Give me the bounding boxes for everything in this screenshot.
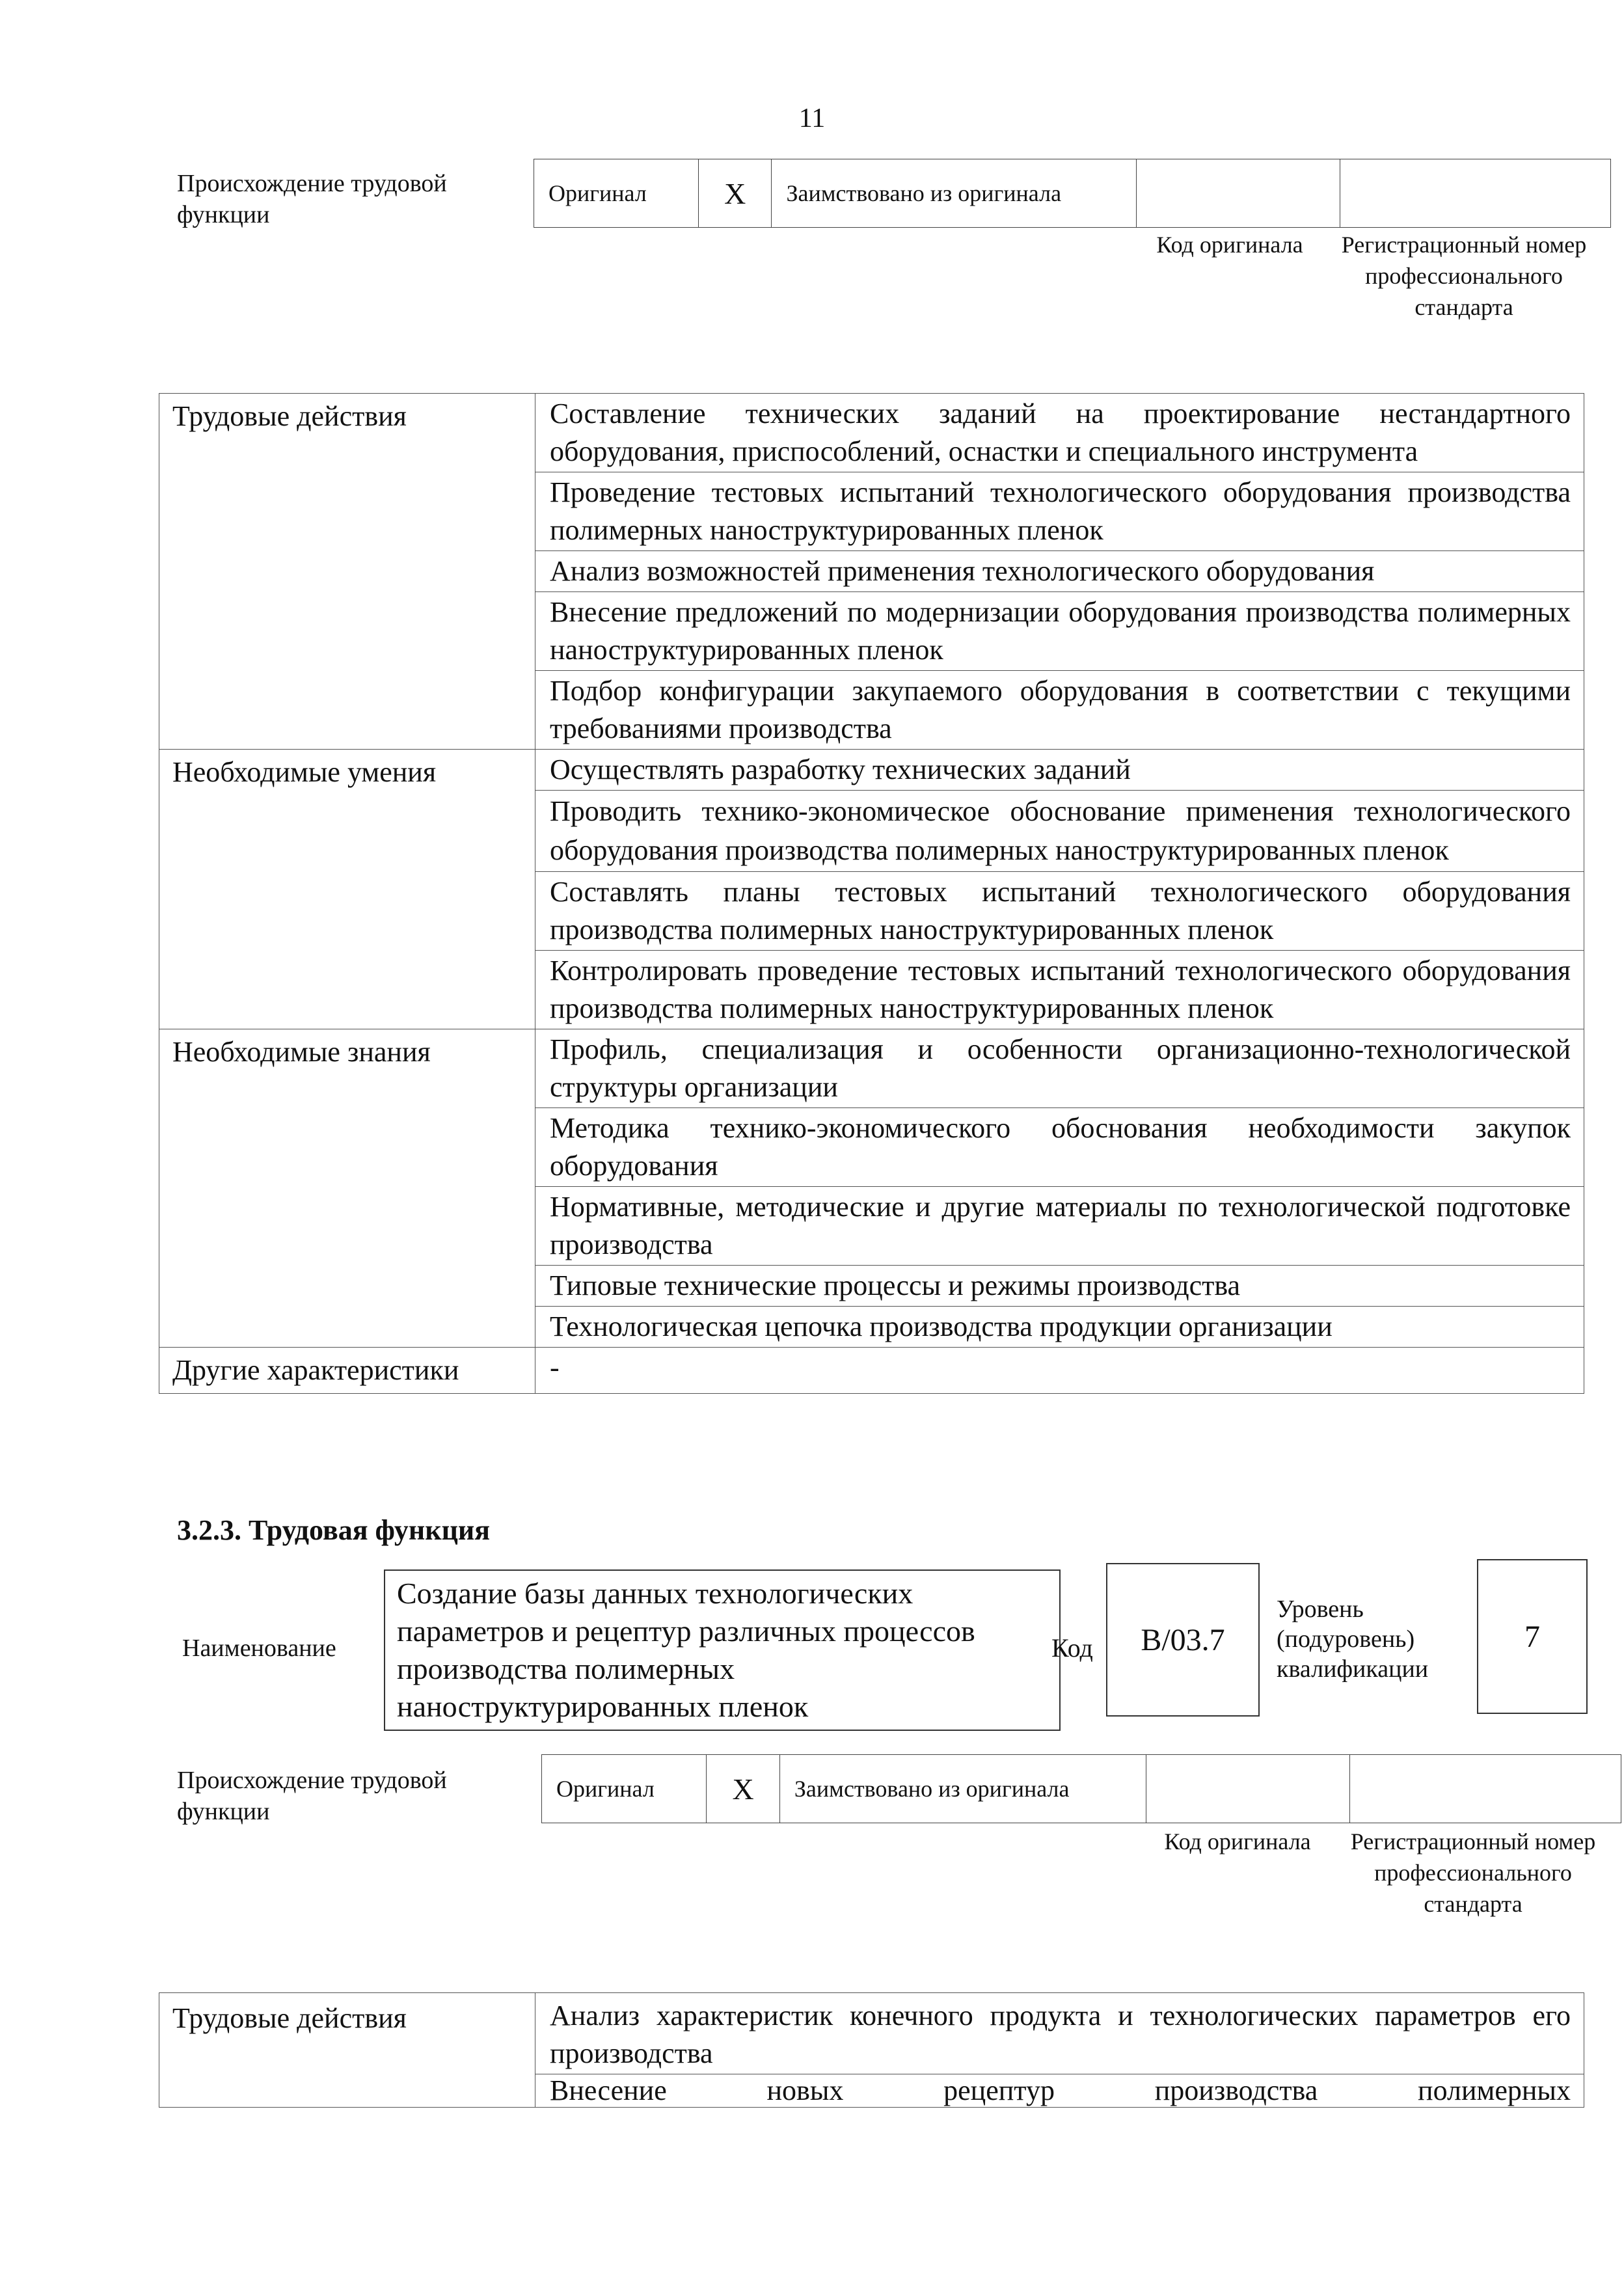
skills-label: Необходимые умения xyxy=(159,750,535,1029)
code-value: B/03.7 xyxy=(1106,1563,1260,1717)
code-label: Код xyxy=(1051,1633,1093,1663)
origin-original: Оригинал xyxy=(534,159,699,228)
knowledge-item: Типовые технические процессы и режимы производства xyxy=(535,1266,1584,1307)
knowledge-item: Технологическая цепочка производства продукции организации xyxy=(535,1307,1584,1348)
action-item: Внесение предложений по модернизации оборудования производства полимерных наноструктурированных пленок xyxy=(535,592,1584,671)
origin-reg-cell xyxy=(1350,1755,1621,1823)
section-heading: 3.2.3. Трудовая функция xyxy=(177,1514,491,1546)
origin-borrowed: Заимствовано из оригинала xyxy=(779,1755,1146,1823)
function-name: Создание базы данных технологических параметров и рецептур различных процессов производства полимерных наноструктурированных пленок xyxy=(384,1569,1061,1731)
main-table-1 xyxy=(159,393,1584,1394)
origin-label: Происхождение трудовой функции xyxy=(177,1767,447,1825)
origin-code-cell xyxy=(1146,1755,1350,1823)
origin-table xyxy=(534,159,1611,228)
action-item: Анализ возможностей применения технологического оборудования xyxy=(535,551,1584,592)
knowledge-item: Нормативные, методические и другие материалы по технологической подготовке производства xyxy=(535,1187,1584,1266)
origin-code-cell xyxy=(1137,159,1340,228)
action-item-text: Внесение новых рецептур производства полимерных xyxy=(550,2074,1571,2106)
skill-item: Составлять планы тестовых испытаний технологического оборудования производства полимерных наноструктурированных пленок xyxy=(535,872,1584,951)
knowledge-item: Профиль, специализация и особенности организационно-технологической структуры организации xyxy=(535,1029,1584,1108)
skill-item: Осуществлять разработку технических заданий xyxy=(535,750,1584,791)
action-item: Составление технических заданий на проектирование нестандартного оборудования, приспособлений, оснастки и специального инструмента xyxy=(535,394,1584,472)
actions-label: Трудовые действия xyxy=(159,1993,535,2108)
action-item: Анализ характеристик конечного продукта и технологических параметров его производства xyxy=(535,1993,1584,2074)
page-number: 11 xyxy=(798,103,826,133)
reg-caption: Регистрационный номер профессионального стандарта xyxy=(1341,232,1587,320)
main-table-2 xyxy=(159,1992,1584,2108)
origin-reg-cell xyxy=(1340,159,1610,228)
level-value: 7 xyxy=(1477,1559,1588,1714)
origin-table xyxy=(541,1754,1621,1823)
origin-mark: X xyxy=(698,159,772,228)
action-item: Подбор конфигурации закупаемого оборудования в соответствии с текущими требованиями производства xyxy=(535,671,1584,750)
origin-mark: X xyxy=(707,1755,780,1823)
code-caption: Код оригинала xyxy=(1156,232,1303,258)
origin-borrowed: Заимствовано из оригинала xyxy=(772,159,1137,228)
origin-original: Оригинал xyxy=(542,1755,707,1823)
knowledge-item: Методика технико-экономического обоснования необходимости закупок оборудования xyxy=(535,1108,1584,1187)
code-caption: Код оригинала xyxy=(1164,1828,1311,1854)
name-label: Наименование xyxy=(182,1635,336,1662)
skill-item: Проводить технико-экономическое обоснование применения технологического оборудования производства полимерных наноструктурированных пленок xyxy=(535,791,1584,872)
other-label: Другие характеристики xyxy=(159,1348,535,1394)
skill-item: Контролировать проведение тестовых испытаний технологического оборудования производства полимерных наноструктурированных пленок xyxy=(535,951,1584,1029)
action-item: Проведение тестовых испытаний технологического оборудования производства полимерных наноструктурированных пленок xyxy=(535,472,1584,551)
reg-caption: Регистрационный номер профессионального стандарта xyxy=(1350,1828,1596,1917)
origin-label: Происхождение трудовой функции xyxy=(177,170,447,228)
knowledge-label: Необходимые знания xyxy=(159,1029,535,1348)
action-item xyxy=(535,2074,1584,2108)
actions-label: Трудовые действия xyxy=(159,394,535,750)
other-value: - xyxy=(535,1348,1584,1394)
level-label: Уровень (подуровень) квалификации xyxy=(1277,1596,1429,1683)
